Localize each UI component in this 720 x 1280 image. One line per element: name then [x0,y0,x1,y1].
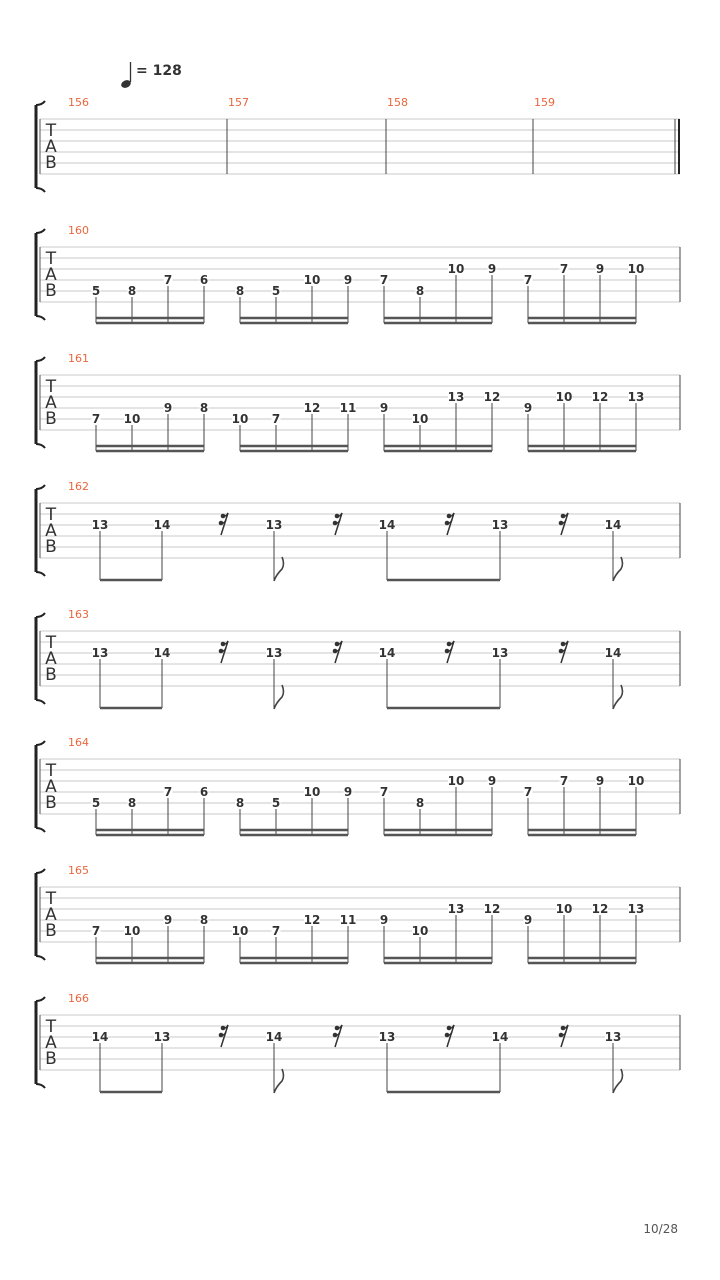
fret-number: 10 [555,390,573,404]
bracket-top-hook [36,485,45,489]
fret-number: 13 [491,518,509,532]
fret-number: 9 [343,785,353,799]
staff-system [36,352,680,451]
bracket-top-hook [36,229,45,233]
fret-number: 9 [487,262,497,276]
fret-number: 7 [271,412,281,426]
fret-number: 8 [127,796,137,810]
fret-number: 10 [411,924,429,938]
fret-number: 10 [555,902,573,916]
eighth-flag-icon [274,685,284,709]
fret-number: 5 [271,284,281,298]
fret-number: 10 [627,774,645,788]
fret-number: 13 [604,1030,622,1044]
sixteenth-rest-icon [445,513,454,535]
fret-number: 13 [447,902,465,916]
tab-clef-letter: B [45,793,57,813]
fret-number: 8 [235,796,245,810]
fret-number: 7 [379,273,389,287]
sixteenth-rest-icon [219,641,228,663]
tab-clef-letter: T [45,889,57,909]
bracket-top-hook [36,613,45,617]
tab-clef-letter: T [45,633,57,653]
tab-clef-letter: A [45,265,57,285]
fret-number: 12 [591,902,609,916]
measure-number: 156 [68,96,89,109]
tab-clef-letter: T [45,249,57,269]
measure-number: 162 [68,480,89,493]
measure-number: 165 [68,864,89,877]
bracket-bottom-hook [36,1084,45,1088]
fret-number: 14 [604,646,622,660]
tab-clef-letter: T [45,121,57,141]
eighth-flag-icon [613,1069,623,1093]
bracket-bottom-hook [36,956,45,960]
fret-number: 12 [303,401,321,415]
fret-number: 12 [303,913,321,927]
fret-number: 10 [627,262,645,276]
tab-clef-letter: A [45,393,57,413]
fret-number: 14 [153,646,171,660]
fret-number: 8 [127,284,137,298]
fret-number: 11 [339,401,357,415]
bracket-bottom-hook [36,316,45,320]
sixteenth-rest-icon [219,1025,228,1047]
fret-number: 9 [343,273,353,287]
fret-number: 7 [523,273,533,287]
fret-number: 13 [627,390,645,404]
fret-number: 13 [91,646,109,660]
fret-number: 13 [265,646,283,660]
bracket-top-hook [36,357,45,361]
sixteenth-rest-icon [219,513,228,535]
fret-number: 10 [231,924,249,938]
bracket-bottom-hook [36,828,45,832]
tab-clef-letter: A [45,777,57,797]
fret-number: 7 [271,924,281,938]
bracket-bottom-hook [36,700,45,704]
tab-clef-letter: A [45,649,57,669]
staff-system [36,480,680,581]
staff-system [36,864,680,963]
staff-system [36,96,680,192]
fret-number: 12 [591,390,609,404]
eighth-flag-icon [613,685,623,709]
fret-number: 7 [523,785,533,799]
bracket-top-hook [36,101,45,105]
sixteenth-rest-icon [559,513,568,535]
fret-number: 9 [595,262,605,276]
fret-number: 9 [163,913,173,927]
tab-clef-letter: T [45,377,57,397]
fret-number: 5 [91,796,101,810]
fret-number: 10 [303,273,321,287]
tempo-label: = 128 [136,63,182,79]
eighth-flag-icon [274,557,284,581]
fret-number: 9 [379,401,389,415]
sixteenth-rest-icon [333,1025,342,1047]
measure-number: 158 [387,96,408,109]
fret-number: 10 [123,412,141,426]
staff-system [36,224,680,323]
bracket-bottom-hook [36,572,45,576]
tab-clef-letter: T [45,761,57,781]
fret-number: 13 [491,646,509,660]
fret-number: 13 [378,1030,396,1044]
tempo-marking [120,62,182,89]
bracket-bottom-hook [36,188,45,192]
fret-number: 9 [523,913,533,927]
fret-number: 10 [303,785,321,799]
fret-number: 7 [163,273,173,287]
fret-number: 14 [91,1030,109,1044]
staff-system [36,608,680,709]
measure-number: 163 [68,608,89,621]
fret-number: 14 [491,1030,509,1044]
fret-number: 14 [378,646,396,660]
systems [36,96,680,1093]
measure-number: 159 [534,96,555,109]
fret-number: 6 [199,785,209,799]
fret-number: 13 [265,518,283,532]
fret-number: 8 [415,284,425,298]
bracket-bottom-hook [36,444,45,448]
fret-number: 8 [199,401,209,415]
fret-number: 10 [123,924,141,938]
fret-number: 13 [91,518,109,532]
measure-number: 166 [68,992,89,1005]
sixteenth-rest-icon [559,1025,568,1047]
tab-clef-letter: B [45,921,57,941]
fret-number: 13 [153,1030,171,1044]
fret-number: 13 [447,390,465,404]
fret-number: 8 [235,284,245,298]
sixteenth-rest-icon [445,1025,454,1047]
measure-number: 164 [68,736,89,749]
measure-number: 157 [228,96,249,109]
sixteenth-rest-icon [333,513,342,535]
fret-number: 14 [378,518,396,532]
measure-number: 161 [68,352,89,365]
fret-number: 11 [339,913,357,927]
fret-number: 12 [483,902,501,916]
fret-number: 14 [265,1030,283,1044]
fret-number: 7 [559,774,569,788]
fret-number: 14 [153,518,171,532]
fret-number: 10 [411,412,429,426]
fret-number: 8 [199,913,209,927]
quarter-note-icon [120,62,132,89]
fret-number: 14 [604,518,622,532]
fret-number: 10 [447,262,465,276]
fret-number: 7 [91,924,101,938]
fret-number: 7 [91,412,101,426]
fret-number: 8 [415,796,425,810]
bracket-top-hook [36,741,45,745]
page-number: 10/28 [643,1222,678,1236]
staff-system [36,992,680,1093]
tab-clef-letter: B [45,409,57,429]
sixteenth-rest-icon [333,641,342,663]
fret-number: 9 [379,913,389,927]
tab-clef-letter: A [45,137,57,157]
sixteenth-rest-icon [445,641,454,663]
measure-number: 160 [68,224,89,237]
bracket-top-hook [36,997,45,1001]
fret-number: 13 [627,902,645,916]
fret-number: 10 [231,412,249,426]
eighth-flag-icon [274,1069,284,1093]
fret-number: 5 [271,796,281,810]
tab-clef-letter: A [45,1033,57,1053]
fret-number: 12 [483,390,501,404]
tab-clef-letter: B [45,1049,57,1069]
fret-number: 9 [487,774,497,788]
tab-clef-letter: A [45,521,57,541]
tab-clef-letter: B [45,153,57,173]
fret-number: 5 [91,284,101,298]
fret-number: 6 [199,273,209,287]
fret-number: 9 [523,401,533,415]
sixteenth-rest-icon [559,641,568,663]
fret-number: 10 [447,774,465,788]
tab-clef-letter: B [45,665,57,685]
tab-clef-letter: T [45,1017,57,1037]
fret-number: 7 [379,785,389,799]
tab-clef-letter: B [45,281,57,301]
fret-number: 9 [163,401,173,415]
tab-clef-letter: T [45,505,57,525]
eighth-flag-icon [613,557,623,581]
fret-number: 7 [163,785,173,799]
bracket-top-hook [36,869,45,873]
fret-number: 7 [559,262,569,276]
tab-clef-letter: A [45,905,57,925]
staff-system [36,736,680,835]
tab-clef-letter: B [45,537,57,557]
fret-number: 9 [595,774,605,788]
